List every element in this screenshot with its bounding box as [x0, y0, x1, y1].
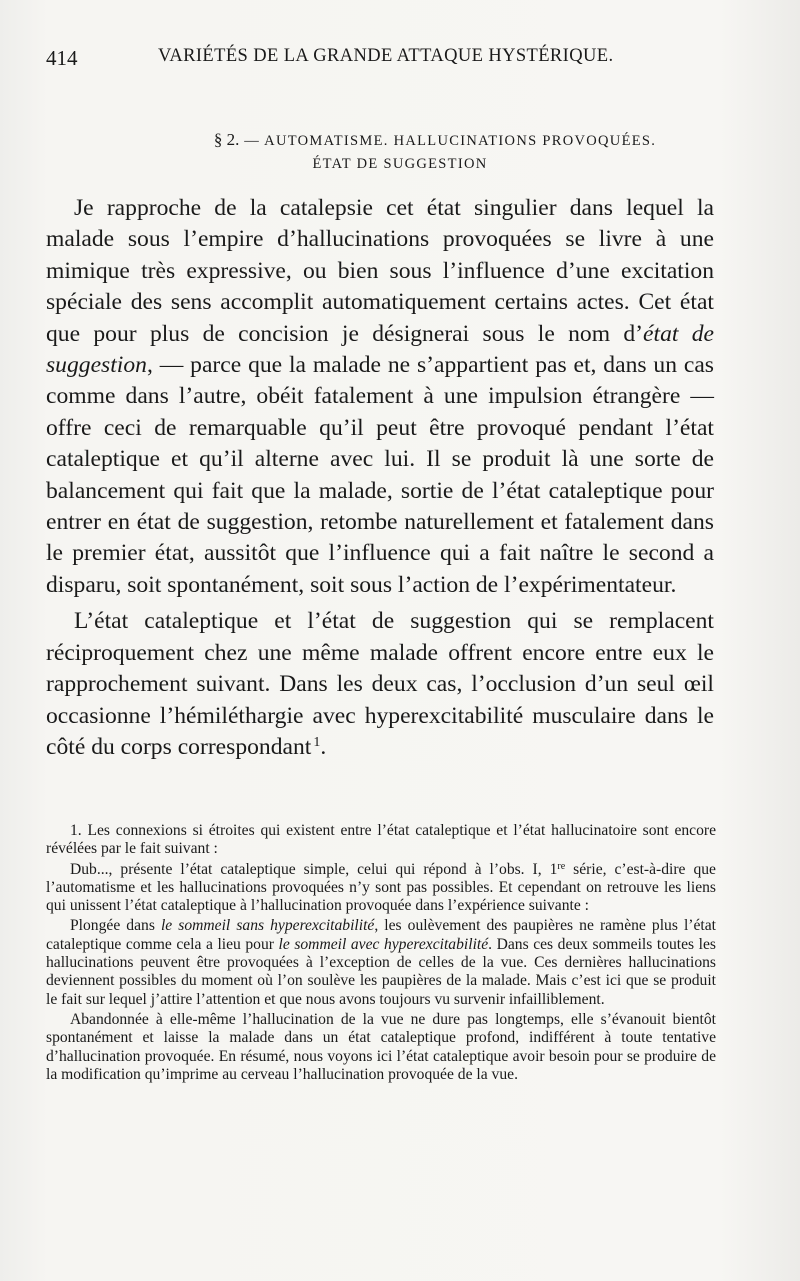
footnote-text: Plongée dans — [70, 917, 161, 935]
paragraph-text: , — parce que la malade ne s’appartient pas et, dans un cas comme dans l’autre, obéit fatalement à une impulsion étrangère — offre ceci de remarquable qu’il peut être provoqué pendant l’état cataleptique et qu’il alterne avec lui. Il se produit là une sorte de balancement qui fait que la malade, sortie de l’état cataleptique pour entrer en état de suggestion, retombe naturellement et fatalement dans le premier état, aussitôt que l’influence qui a fait naître le second a disparu, soit spontanément, soit sous l’action de l’expérimentateur. — [46, 352, 714, 598]
italic-term: état de suggestion — [46, 320, 715, 379]
running-title: VARIÉTÉS DE LA GRANDE ATTAQUE HYSTÉRIQUE. — [158, 46, 614, 66]
section-title-line-1 — [0, 128, 800, 152]
italic-term: le sommeil avec hyperexcitabilité — [278, 935, 489, 953]
paragraph-text: Je rapproche de la catalepsie cet état singulier dans lequel la malade sous l’empire d’hallucinations provoquées se livre à une mimique très expressive, ou bien sous l’influence d’une excitation spéciale des sens accomplit automatiquement certains actes. Cet état que pour plus de concision je désignerai sous le nom d’ — [46, 195, 714, 347]
section-title — [0, 128, 800, 176]
section-heading: — AUTOMATISME. HALLUCINATIONS PROVOQUÉES. — [244, 133, 657, 149]
paragraph-text: . — [320, 733, 327, 760]
footnote-paragraph — [46, 861, 716, 916]
paragraph — [46, 193, 714, 601]
footnote-text: . Dans ces deux sommeils toutes les hallucinations peuvent être provoquées à l’exception de celles de la vue. Ces dernières hallucinations deviennent possibles du moment où l’on soulève les paupières de la malade. Mais c’est ici que se produit le fait sur lequel j’attire l’attention et que nous avons toujours vu survenir infailliblement. — [46, 935, 716, 1008]
footnote-reference: 1 — [313, 734, 321, 750]
section-subheading: ÉTAT DE SUGGESTION — [312, 156, 488, 172]
footnote — [46, 822, 716, 1086]
footnote-paragraph: Abandonnée à elle-même l’hallucination de la vue ne dure pas longtemps, elle s’évanouit bientôt spontanément et laisse la malade dans un état cataleptique profond, indifférent à toute tentative d’hallucination provoquée. En résumé, nous voyons ici l’état cataleptique avoir besoin pour se produire de la modification qu’imprime au cerveau l’hallucination provoquée de la vue. — [46, 1010, 716, 1083]
main-text — [46, 193, 714, 763]
section-number: § 2. — [213, 130, 240, 149]
footnote-paragraph — [46, 917, 716, 1008]
ordinal-superscript: re — [557, 860, 566, 872]
page-number: 414 — [46, 46, 78, 70]
footnote-text: , les oulèvement des paupières ne ramène plus l’état cataleptique comme cela a lieu pour — [46, 917, 716, 953]
paragraph — [46, 606, 714, 763]
italic-term: le sommeil sans hyperexcitabilité — [160, 917, 375, 935]
footnote-text: Dub..., présente l’état cataleptique simple, celui qui répond à l’obs. I, 1 — [70, 860, 558, 878]
footnote-text: série, c’est-à-dire que l’automatisme et les hallucinations provoquées n’y sont pas possibles. Et cependant on retrouve les liens qui unissent l’état cataleptique à l’hallucination provoquée dans l’expérience suivante : — [46, 860, 716, 915]
footnote-paragraph: 1. Les connexions si étroites qui existent entre l’état cataleptique et l’état hallucinatoire sont encore révélées par le fait suivant : — [46, 822, 716, 858]
paragraph-text: L’état cataleptique et l’état de suggestion qui se remplacent réciproquement chez une même malade offrent encore entre eux le rapprochement suivant. Dans les deux cas, l’occlusion d’un seul œil occasionne l’hémiléthargie avec hyperexcitabilité musculaire dans le côté du corps correspondant — [46, 608, 714, 760]
